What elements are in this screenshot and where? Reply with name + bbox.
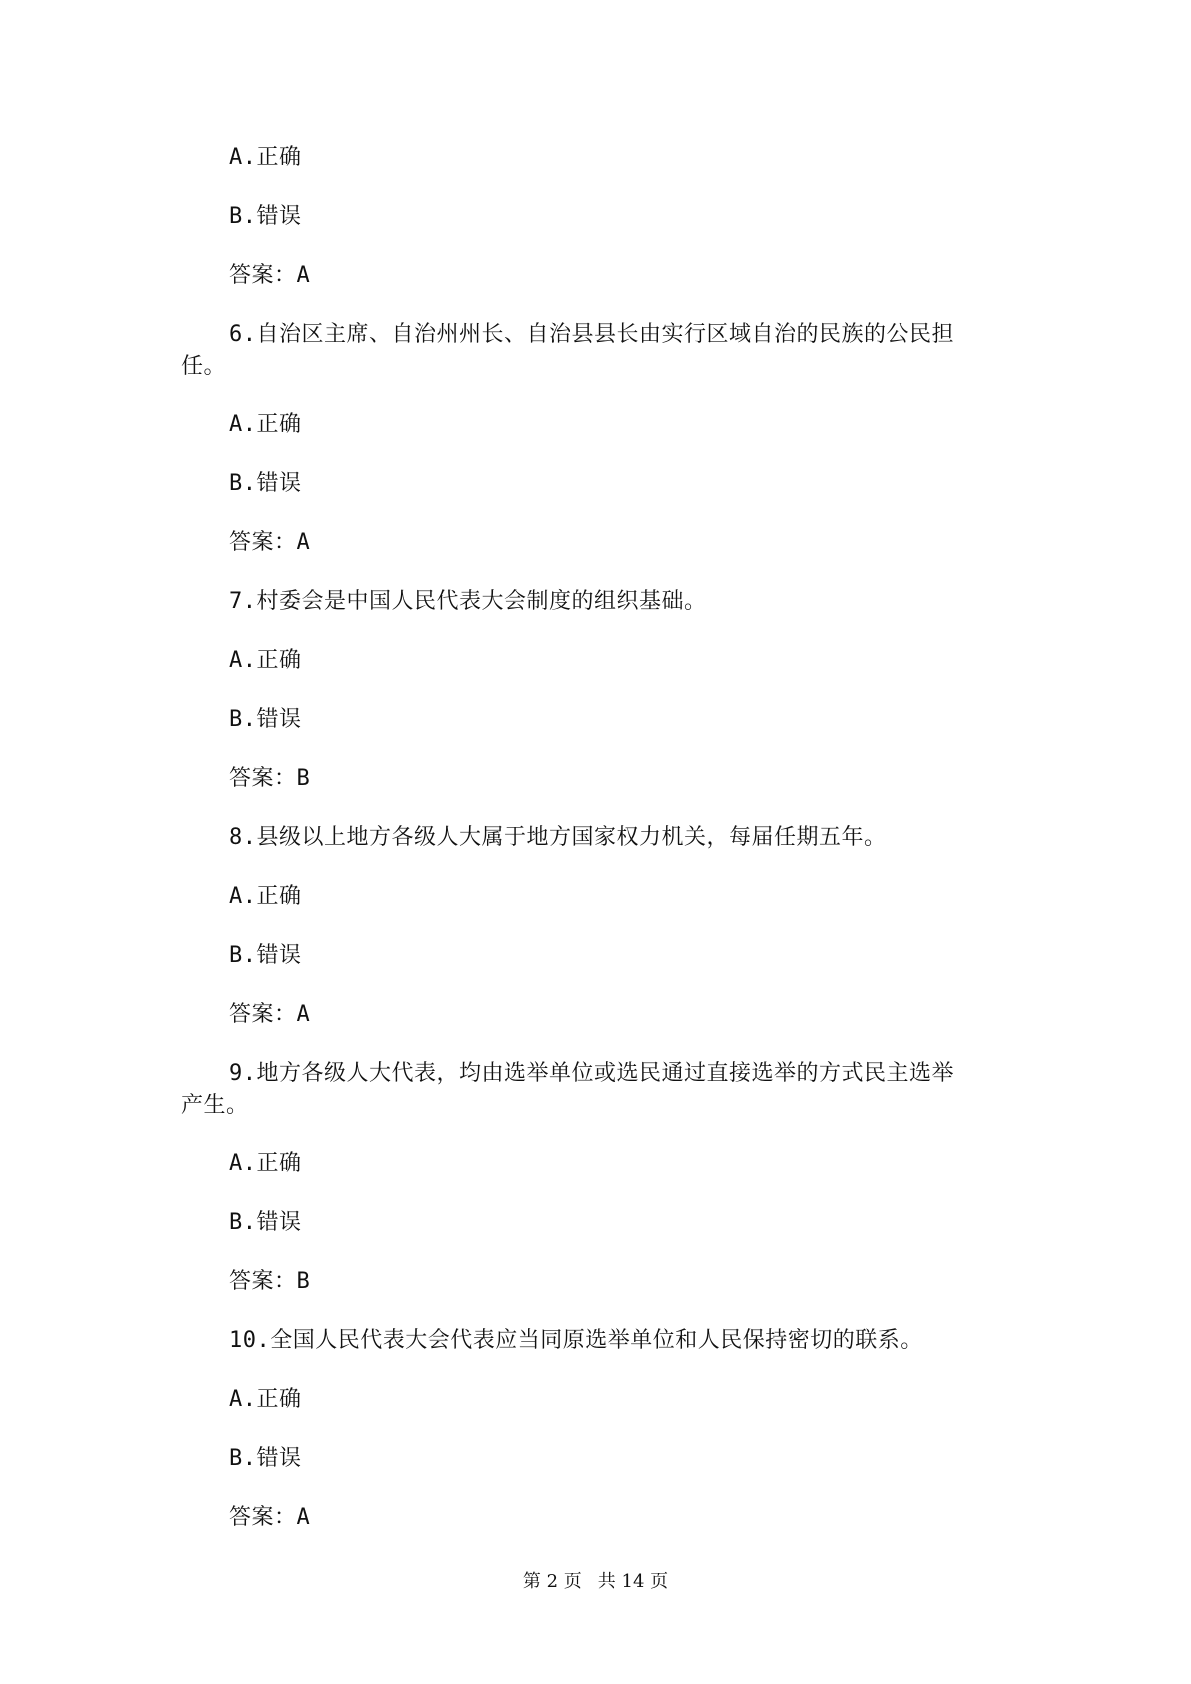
q6-option-b: B.错误 [229,471,302,496]
q9-option-b: B.错误 [229,1210,302,1235]
q9-option-a: A.正确 [229,1151,302,1176]
q5-option-a: A.正确 [229,145,302,170]
page-number: 第 2 页 [522,1571,582,1592]
q9-answer: 答案：B [229,1269,311,1294]
q10-option-a: A.正确 [229,1387,302,1412]
q9-text-line2: 产生。 [181,1093,249,1118]
q7-option-b: B.错误 [229,707,302,732]
q6-text-line2: 任。 [181,354,227,379]
q8-option-b: B.错误 [229,943,302,968]
q10-option-b: B.错误 [229,1446,302,1471]
q5-option-b: B.错误 [229,204,302,229]
q6-answer: 答案：A [229,530,311,555]
q7-text: 7.村委会是中国人民代表大会制度的组织基础。 [229,589,707,614]
q10-text: 10.全国人民代表大会代表应当同原选举单位和人民保持密切的联系。 [229,1328,923,1353]
q9-text-line1: 9.地方各级人大代表，均由选举单位或选民通过直接选举的方式民主选举 [229,1061,954,1086]
page-footer [0,1568,1191,1596]
page-total: 共 14 页 [597,1571,669,1592]
q6-text-line1: 6.自治区主席、自治州州长、自治县县长由实行区域自治的民族的公民担 [229,322,954,347]
q7-answer: 答案：B [229,766,311,791]
q8-option-a: A.正确 [229,884,302,909]
q7-option-a: A.正确 [229,648,302,673]
q5-answer: 答案：A [229,263,311,288]
q6-option-a: A.正确 [229,412,302,437]
q8-answer: 答案：A [229,1002,311,1027]
q8-text: 8.县级以上地方各级人大属于地方国家权力机关，每届任期五年。 [229,825,887,850]
q10-answer: 答案：A [229,1505,311,1530]
